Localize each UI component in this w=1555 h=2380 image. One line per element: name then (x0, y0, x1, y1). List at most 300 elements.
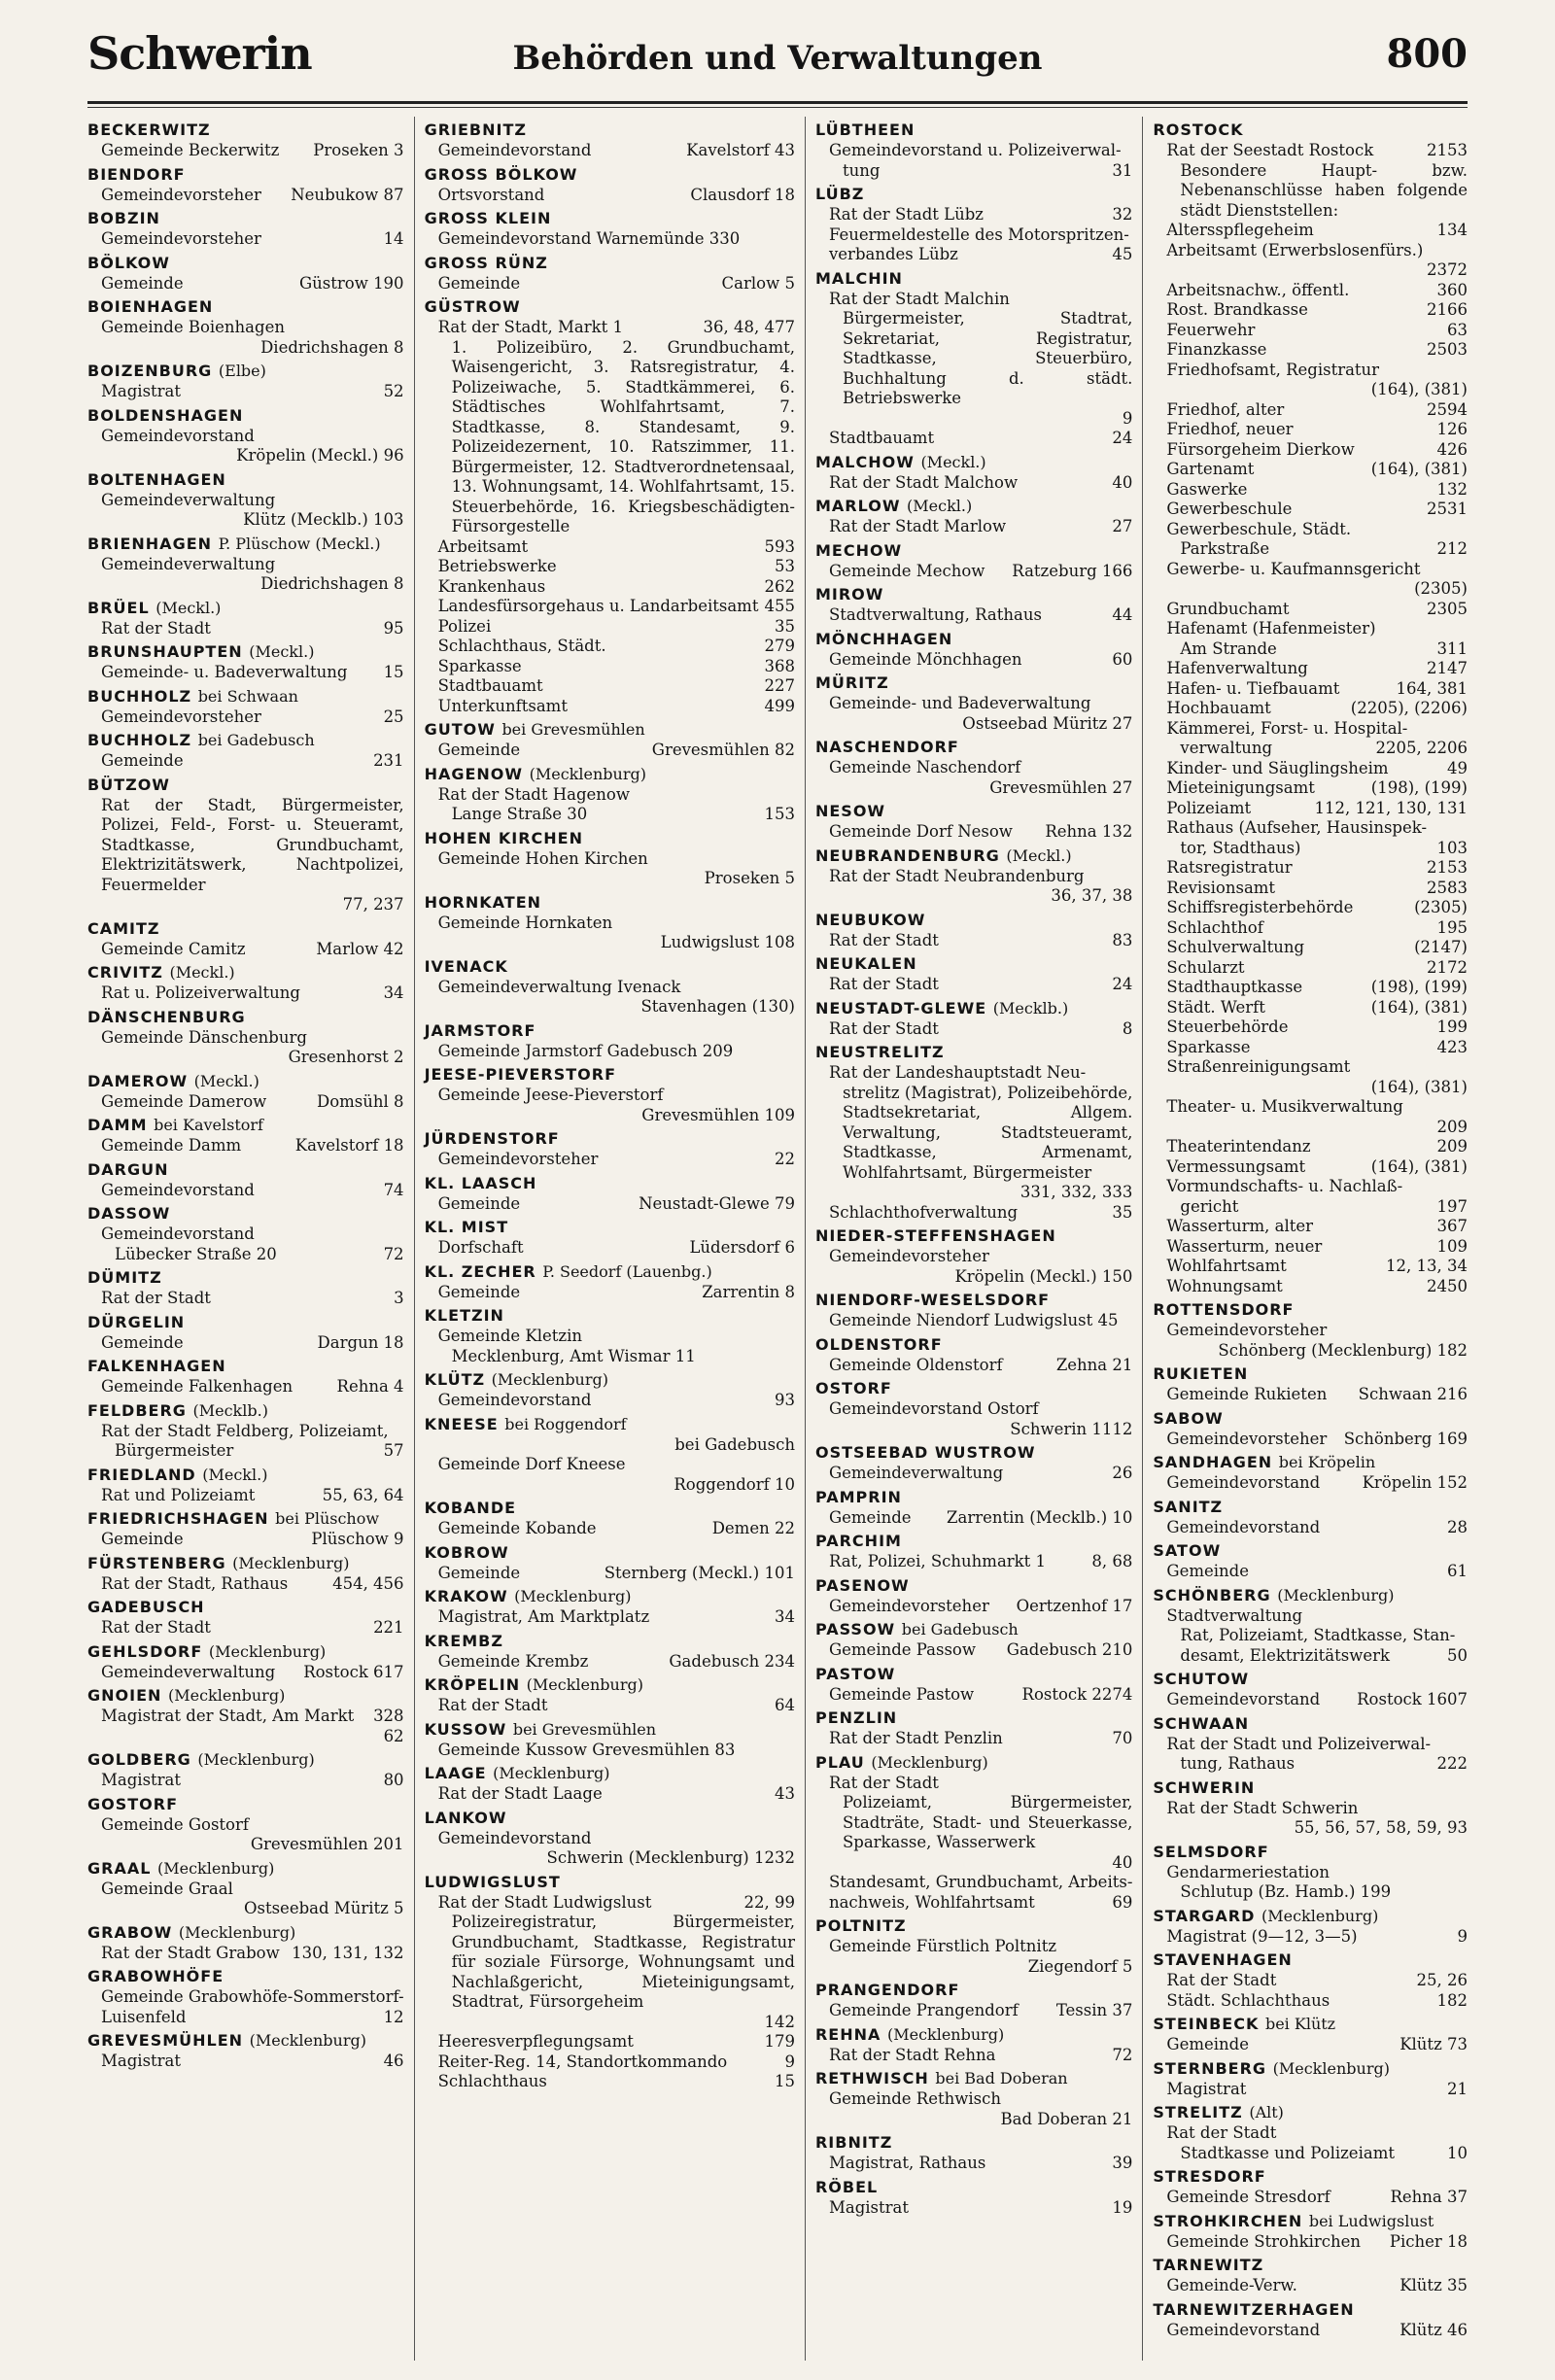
entry-label: Rat der Stadt Neubrandenburg (828, 866, 1085, 885)
entry-line (815, 2154, 1132, 2174)
entry-line (425, 274, 795, 294)
entry-phone: Picher 18 (1389, 2231, 1468, 2251)
place-name: BOBZIN (87, 209, 160, 227)
entry-line (87, 1028, 404, 1049)
entry-phone: 2147 (1427, 659, 1468, 677)
entry-line (87, 619, 404, 639)
place-name: OLDENSTORF (814, 1334, 943, 1354)
place-heading (1153, 2298, 1468, 2321)
entry-line (815, 2110, 1132, 2130)
entry-phone: Diedrichshagen 8 (260, 337, 404, 357)
entry-phone: (2305) (1414, 898, 1468, 916)
place-note: bei Kavelstorf (154, 1116, 263, 1134)
entry-line (815, 867, 1132, 887)
entry-line (1153, 1385, 1468, 1405)
entry-line (815, 1957, 1132, 1978)
entry-line (425, 1519, 795, 1539)
entry-line (815, 1183, 1132, 1203)
place-name: LÜBTHEEN (814, 121, 916, 139)
place-heading (87, 1793, 404, 1815)
entry-line (1153, 480, 1468, 500)
entry-phone: 331, 332, 333 (1019, 1183, 1133, 1201)
entry-line (1153, 719, 1468, 740)
entry-phone: 25, 26 (1416, 1971, 1468, 1989)
place-heading (87, 1266, 404, 1289)
place-heading (1153, 1451, 1468, 1473)
entry-line (87, 1707, 404, 1727)
entry-phone: 2503 (1427, 340, 1468, 359)
place-heading (87, 1857, 404, 1880)
entry-line (425, 1283, 795, 1303)
entry-line (1153, 1137, 1468, 1157)
entry-line (815, 1247, 1132, 1267)
place-name: BÖLKOW (87, 253, 170, 272)
place-note: (Meckl.) (169, 963, 235, 982)
place-name: HORNKATEN (424, 892, 542, 912)
entry-phone: Grevesmühlen 27 (989, 777, 1133, 797)
place-heading (425, 295, 795, 318)
place-name: BRIENHAGEN (87, 534, 213, 553)
entry-label: Arbeitsamt (437, 536, 529, 556)
entry-label: Mecklenburg, Amt Wismar 11 (451, 1346, 696, 1365)
place-heading (1153, 1905, 1468, 1927)
place-heading (425, 1063, 795, 1086)
place-heading (425, 1497, 795, 1519)
entry-phone: 262 (764, 576, 795, 596)
entry-line (1153, 898, 1468, 918)
entry-label: Rat der Stadt Feldberg, Polizeiamt, (101, 1421, 389, 1440)
place-name: STARGARD (1153, 1906, 1256, 1925)
entry-line (815, 1311, 1132, 1331)
entry-phone: 126 (1436, 420, 1468, 438)
place-note: (Meckl.) (156, 598, 222, 617)
entry-label: Finanzkasse (1166, 340, 1267, 359)
place-name: DAMEROW (87, 1071, 189, 1090)
entry-label: Rat der Stadt Ludwigslust (437, 1892, 652, 1912)
entry-phone: 25 (383, 707, 404, 726)
entry-label: Gemeindevorsteher (101, 229, 261, 248)
entry-line (1153, 1754, 1468, 1775)
entry-line (1153, 1882, 1468, 1903)
place-name: LUDWIGSLUST (424, 1872, 561, 1891)
entry-line (815, 1203, 1132, 1224)
entry-line (815, 290, 1132, 310)
place-note: bei Roggendorf (504, 1414, 627, 1433)
place-heading (815, 2067, 1132, 2089)
place-name: SANITZ (1153, 1497, 1224, 1516)
entry-line (425, 557, 795, 577)
place-heading (815, 1618, 1132, 1640)
place-heading (815, 539, 1132, 562)
entry-line (1153, 520, 1468, 540)
entry-line (87, 1377, 404, 1397)
entry-line (1153, 1197, 1468, 1218)
entry-phone: 63 (1447, 320, 1468, 339)
entry-label: Gemeindevorstand u. Polizeiverwal- (828, 141, 1122, 159)
place-heading (87, 961, 404, 983)
entry-label: Ratsregistratur (1166, 858, 1293, 877)
entry-label: Rat und Polizeiamt (101, 1485, 256, 1504)
entry-line (1153, 1157, 1468, 1178)
entry-line (1153, 1818, 1468, 1839)
place-heading (815, 2131, 1132, 2154)
entry-line (815, 1063, 1132, 1084)
place-heading (1153, 1362, 1468, 1385)
entry-line (425, 1607, 795, 1628)
entry-label: Gemeinde (101, 273, 184, 293)
place-name: KREMBZ (424, 1631, 503, 1650)
entry-label: Gemeinde Damm (101, 1136, 242, 1155)
entry-label: Schlachthof (1166, 917, 1263, 937)
entry-phone: 134 (1436, 221, 1468, 239)
entry-label: Rat der Stadt Rehna (828, 2045, 996, 2064)
place-heading (1153, 1407, 1468, 1430)
entry-line (425, 1086, 795, 1106)
entry-label: verbandes Lübz (828, 245, 958, 263)
entry-phone: 279 (764, 637, 795, 655)
place-name: LÜBZ (814, 185, 865, 203)
entry-label: Hafenamt (Hafenmeister) (1166, 619, 1376, 638)
entry-phone: 212 (1436, 539, 1468, 558)
entry-phone: 50 (1447, 1645, 1468, 1665)
entry-label: Magistrat (1166, 2079, 1247, 2098)
entry-phone: 209 (1436, 1117, 1468, 1136)
place-heading (1153, 1496, 1468, 1518)
entry-phone: 27 (1112, 517, 1133, 535)
place-heading (87, 1399, 404, 1422)
entry-phone: Diedrichshagen 8 (260, 574, 404, 593)
place-name: KUSSOW (424, 1719, 507, 1739)
place-name: FÜRSTENBERG (87, 1553, 226, 1572)
header-city: Schwerin (87, 27, 312, 80)
place-name: LANKOW (424, 1808, 507, 1827)
entry-label: Schlachthofverwaltung (828, 1202, 1019, 1222)
place-heading (425, 207, 795, 229)
entry-label: Gemeindeverwaltung (828, 1464, 1004, 1482)
entry-label: Gemeindevorsteher (828, 1596, 989, 1615)
entry-label: tor, Stadthaus) (1180, 838, 1301, 857)
place-name: KOBROW (424, 1542, 509, 1562)
entry-line (425, 869, 795, 889)
entry-phone: 2153 (1427, 858, 1468, 877)
entry-line (1153, 340, 1468, 361)
place-name: BOIENHAGEN (87, 297, 214, 316)
place-heading (1153, 1668, 1468, 1690)
entry-line (425, 1455, 795, 1475)
place-note: (Mecklenburg) (491, 1370, 608, 1389)
entry-phone: 39 (1112, 2154, 1133, 2172)
entry-phone: Neubukow 87 (291, 185, 404, 204)
place-heading (425, 1673, 795, 1696)
entry-label: Stadtkasse und Polizeiamt (1180, 2143, 1395, 2162)
entry-label: Rat der Seestadt Rostock (1166, 141, 1374, 159)
entry-label: Gemeinde- und Badeverwaltung (828, 694, 1091, 712)
entry-phone: Roggendorf 10 (674, 1474, 795, 1494)
place-note: P. Plüschow (Meckl.) (218, 534, 381, 553)
place-note: (Elbe) (218, 362, 266, 380)
entry-line (87, 1136, 404, 1156)
entry-phone: 70 (1112, 1729, 1133, 1747)
place-heading (87, 1921, 404, 1944)
place-name: NIENDORF-WESELSDORF (814, 1291, 1051, 1309)
entry-label: Sparkasse (437, 656, 522, 675)
entry-line (87, 141, 404, 161)
entry-label: Magistrat (101, 382, 182, 400)
entry-label: Kinder- und Säuglingsheim (1166, 758, 1389, 777)
entry-phone: Marlow 42 (316, 939, 404, 958)
entry-label: Rat der Stadt (1166, 2123, 1277, 2142)
place-heading (815, 1333, 1132, 1356)
entry-label: Reiter-Reg. 14, Standortkommando (437, 2052, 728, 2071)
place-heading (87, 468, 404, 491)
place-name: FALKENHAGEN (87, 1357, 226, 1375)
entry-line (87, 2008, 404, 2028)
place-heading (815, 1041, 1132, 1063)
entry-label: Schlachthaus, Städt. (437, 637, 606, 655)
place-heading (87, 1158, 404, 1181)
entry-phone: 24 (1112, 429, 1133, 447)
place-note: (Alt) (1249, 2103, 1284, 2121)
entry-phone: 61 (1447, 1562, 1468, 1580)
entry-line (425, 785, 795, 806)
entry-phone: 77, 237 (342, 895, 404, 914)
entry-line (425, 1848, 795, 1869)
place-heading (425, 1127, 795, 1150)
place-name: DAMM (87, 1116, 148, 1134)
entry-phone: 209 (1436, 1137, 1468, 1156)
entry-phone: 53 (774, 557, 795, 575)
place-heading (815, 267, 1132, 290)
page-number: 800 (1386, 31, 1468, 77)
entry-label: Gemeinde Jeese-Pieverstorf (437, 1086, 664, 1104)
place-heading (87, 1507, 404, 1530)
entry-line (815, 562, 1132, 582)
entry-label: Steuerbehörde (1166, 1018, 1289, 1036)
entry-line (425, 741, 795, 761)
entry-line (815, 245, 1132, 265)
place-name: SCHWERIN (1153, 1777, 1256, 1797)
entry-label: Gewerbeschule (1166, 500, 1293, 518)
entry-phone: Schönberg 169 (1343, 1429, 1468, 1448)
entry-text: Besondere Haupt- bzw. Nebenanschlüsse haben folgende städt Dienststellen: (1180, 160, 1468, 220)
entry-phone: Clausdorf 18 (690, 185, 795, 204)
place-note: bei Ludwigslust (1308, 2211, 1434, 2230)
entry-phone: Klütz (Mecklb.) 103 (243, 510, 404, 529)
place-note: (Meckl.) (249, 642, 315, 661)
place-name: REHNA (814, 2024, 881, 2044)
entry-phone: 69 (1112, 1892, 1133, 1912)
entry-phone: Domsühl 8 (317, 1091, 404, 1111)
place-note: bei Schwaan (197, 686, 298, 706)
place-name: BUCHHOLZ (87, 731, 192, 749)
entry-label: Stadtverwaltung (1166, 1605, 1303, 1625)
place-heading (87, 597, 404, 619)
entry-line (1153, 1018, 1468, 1038)
place-heading (87, 252, 404, 274)
entry-line (1153, 1518, 1468, 1538)
entry-line (87, 940, 404, 960)
entry-line (425, 676, 795, 697)
place-name: PARCHIM (814, 1532, 902, 1550)
entry-label: Feuermeldestelle des Motorspritzen- (828, 224, 1129, 244)
entry-label: Mieteinigungsamt (1166, 778, 1315, 797)
entry-line (87, 491, 404, 511)
place-name: GROSS RÜNZ (424, 253, 548, 272)
entry-phone: Klütz 46 (1400, 2320, 1468, 2339)
entry-label: Luisenfeld (101, 2007, 187, 2026)
entry-label: Magistrat (828, 2197, 909, 2217)
place-name: IVENACK (424, 956, 508, 976)
entry-line (1153, 2188, 1468, 2208)
entry-phone: 80 (383, 1771, 404, 1789)
entry-line (815, 1937, 1132, 1957)
entry-phone: Klütz 35 (1400, 2276, 1468, 2294)
entry-text: 1. Polizeibüro, 2. Grundbuchamt, Waisengericht, 3. Ratsregistratur, 4. Polizeiwache, 5. Stadtkämmerei, 6. Städtisches Wohlfahrtsamt, 7. Stadtkasse, 8. Standesamt, 9. Polizeidezernent, 10. Ratszimmer, 11. Bürgermeister, 12. Stadtverordnetensaal, 13. Wohnungsamt, 14. Wohlfahrtsamt, 15. Steuerbehörde, 16. Kriegsbeschädigten-Fürsorgestelle (451, 337, 795, 535)
entry-phone: (164), (381) (1370, 1156, 1468, 1176)
place-note: bei Gadebusch (901, 1620, 1019, 1638)
place-heading (815, 1663, 1132, 1685)
entry-phone: 221 (373, 1618, 404, 1637)
entry-line (425, 637, 795, 657)
place-name: STRESDORF (1153, 2167, 1266, 2186)
entry-label: Gendarmeriestation (1166, 1862, 1330, 1881)
place-name: NIEDER-STEFFENSHAGEN (814, 1226, 1056, 1245)
entry-line (815, 975, 1132, 995)
entry-phone: 499 (764, 696, 795, 715)
place-name: RETHWISCH (814, 2069, 929, 2087)
entry-label: Magistrat (9—12, 3—5) (1166, 1926, 1358, 1946)
entry-line (87, 555, 404, 575)
entry-line (425, 2072, 795, 2092)
entry-line (87, 2052, 404, 2072)
entry-line (87, 1574, 404, 1595)
entry-phone: 454, 456 (332, 1573, 404, 1593)
entry-phone: Schwerin 1112 (1010, 1419, 1133, 1438)
entry-phone: 35 (1112, 1202, 1133, 1222)
entry-line (425, 697, 795, 717)
entry-phone: Gresenhorst 2 (288, 1048, 404, 1066)
entry-line (1153, 2080, 1468, 2100)
column-2 (414, 117, 805, 2361)
entry-phone: Sternberg (Meckl.) 101 (604, 1563, 795, 1582)
entry-line (87, 274, 404, 294)
entry-line (87, 510, 404, 531)
entry-line (1153, 1646, 1468, 1667)
place-name: GOSTORF (87, 1794, 179, 1813)
place-name: PAMPRIN (814, 1487, 902, 1506)
entry-line (1153, 839, 1468, 859)
entry-label: Lübecker Straße 20 (115, 1244, 277, 1263)
entry-line (815, 1399, 1132, 1420)
entry-label: Schlachthaus (437, 2072, 547, 2090)
entry-label: Gemeindevorsteher (437, 1150, 599, 1168)
entry-label: Gemeinde Mönchhagen (828, 649, 1022, 669)
place-heading (425, 252, 795, 274)
entry-phone: Grevesmühlen 82 (651, 741, 795, 759)
entry-phone: 95 (383, 618, 404, 638)
entry-line (425, 229, 795, 250)
place-heading (1153, 1949, 1468, 1971)
entry-line (815, 1267, 1132, 1288)
entry-line (87, 1289, 404, 1309)
place-name: JARMSTORF (424, 1020, 536, 1040)
place-heading (1153, 1712, 1468, 1735)
entry-label: Theaterintendanz (1166, 1137, 1311, 1156)
place-name: BOLDENSHAGEN (87, 405, 244, 425)
entry-label: Gemeinde Kobande (437, 1519, 597, 1537)
entry-line (87, 1987, 404, 2008)
entry-line (1153, 1277, 1468, 1297)
entry-line (815, 205, 1132, 225)
entry-phone: 44 (1112, 605, 1133, 624)
entry-line (87, 1092, 404, 1113)
entry-phone: Güstrow 190 (298, 273, 404, 293)
place-heading (815, 628, 1132, 650)
entry-phone: 31 (1112, 160, 1133, 180)
entry-phone: 36, 48, 477 (703, 318, 795, 336)
entry-line (1153, 579, 1468, 600)
place-note: (Mecklenburg) (529, 764, 646, 783)
place-heading (87, 295, 404, 318)
entry-label: Rathaus (Aufseher, Hausinspek- (1166, 818, 1428, 837)
place-heading (1153, 2013, 1468, 2035)
entry-phone: Kröpelin (Meckl.) 150 (954, 1266, 1133, 1286)
place-name: SCHUTOW (1153, 1670, 1250, 1688)
entry-label: Rat der Stadt und Polizeiverwal- (1166, 1734, 1432, 1753)
place-name: POLTNITZ (814, 1916, 907, 1935)
entry-phone: Grevesmühlen 109 (641, 1105, 795, 1124)
entry-label: Gemeinde Hornkaten (437, 913, 613, 932)
place-heading (815, 451, 1132, 473)
entry-phone: 83 (1112, 930, 1133, 949)
entry-phone: 195 (1436, 917, 1468, 937)
place-name: SABOW (1153, 1408, 1224, 1428)
entry-label: Gemeinde Graal (101, 1879, 233, 1898)
entry-line (87, 338, 404, 359)
column-4 (1142, 117, 1468, 2361)
entry-phone: 199 (1436, 1018, 1468, 1036)
entry-line (1153, 1341, 1468, 1362)
place-heading (815, 1377, 1132, 1399)
entry-label: tung, Rathaus (1180, 1754, 1296, 1773)
entry-label: Gemeinde Jarmstorf Gadebusch 209 (437, 1041, 734, 1060)
entry-phone: 9 (1457, 1926, 1468, 1946)
entry-line (1153, 500, 1468, 520)
entry-phone: 34 (383, 983, 404, 1002)
entry-phone: 231 (373, 751, 404, 770)
entry-label: Gemeinde Dänschenburg (101, 1027, 307, 1047)
place-name: KOBANDE (424, 1499, 517, 1517)
entry-phone: Ratzeburg 166 (1012, 561, 1133, 580)
entry-phone: Bad Doberan 21 (1000, 2109, 1133, 2128)
entry-line (87, 1663, 404, 1683)
entry-label: Vormundschafts- u. Nachlaß- (1166, 1177, 1403, 1195)
entry-line (815, 694, 1132, 714)
entry-label: Gemeinde (1166, 2035, 1249, 2053)
entry-phone: 12 (383, 2007, 404, 2026)
place-name: GREVESMÜHLEN (87, 2031, 244, 2050)
entry-line (425, 805, 795, 825)
entry-label: Rat der Stadt (828, 1018, 939, 1038)
place-name: KNEESE (424, 1414, 499, 1433)
place-heading (425, 1413, 795, 1435)
entry-line (87, 1835, 404, 1855)
entry-label: Wasserturm, neuer (1166, 1236, 1323, 1256)
entry-line (815, 517, 1132, 537)
entry-phone: Klütz 73 (1400, 2035, 1468, 2053)
entry-label: Unterkunftsamt (437, 696, 568, 715)
entry-label: tung (842, 160, 881, 180)
